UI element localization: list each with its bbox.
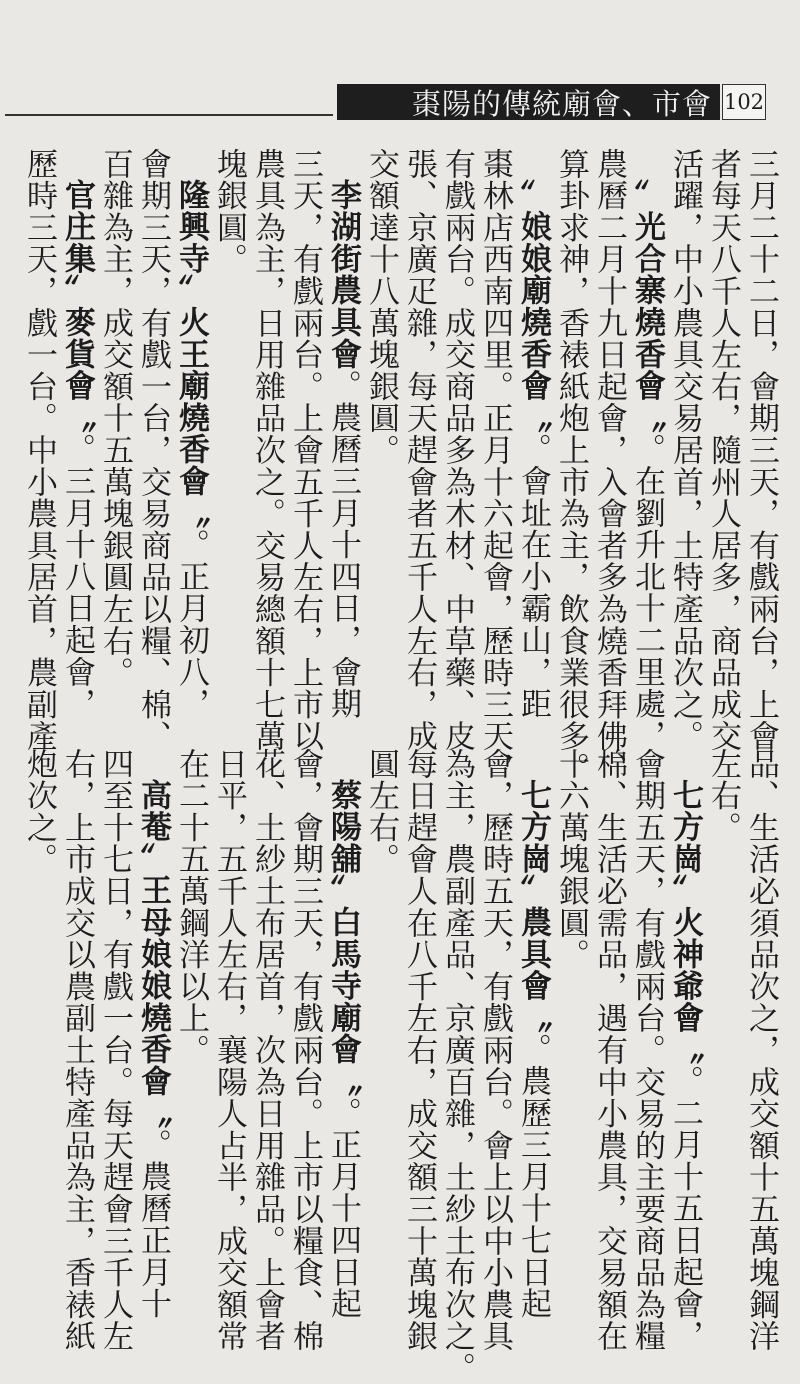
body-text: 農具為主，日用雜品次之。交易總額十七萬 (249, 148, 285, 753)
text-column (96, 148, 134, 708)
text-column (742, 748, 780, 1353)
text-column (400, 748, 438, 1353)
body-text: 四至十七日，有戲一台。每天趕會三千人左 (97, 748, 133, 1353)
text-column (58, 148, 96, 720)
text-column (20, 748, 58, 1288)
body-text: 者每天八千人左右，隨州人居多，商品成交 (705, 148, 741, 753)
fair-heading: 七方崗〞農具會〝 (515, 779, 551, 1034)
text-column (438, 748, 476, 1384)
text-column (514, 748, 552, 1320)
fair-heading: 高菴〞王母娘娘燒香會〝 (135, 779, 171, 1129)
text-column (362, 148, 400, 708)
text-column (96, 748, 134, 1353)
body-text: 炮次之。 (21, 748, 57, 876)
text-column (666, 148, 704, 753)
fair-heading: 隆興寺〞火王廟燒香會〝 (173, 179, 209, 529)
body-text: 花、土紗土布居首，次為日用雜品。上會者 (249, 748, 285, 1353)
body-text: 。正月初八， (173, 528, 209, 720)
body-text: 百雜為主，成交額十五萬塊銀圓左右。 (97, 148, 133, 689)
text-column (628, 148, 666, 752)
body-text: 三天，有戲兩台。上會五千人左右，上市以 (287, 148, 323, 753)
text-column (438, 148, 476, 753)
text-column (324, 148, 362, 720)
body-text: 有戲兩台。成交商品多為木材、中草藥、皮 (439, 148, 475, 753)
body-text: 。正月十四日起 (325, 1097, 361, 1320)
text-column (20, 148, 58, 753)
header-rule (5, 114, 333, 116)
text-column (286, 748, 324, 1353)
body-text: 算卦求神，香裱紙炮上市為主，飲食業很多。 (553, 148, 589, 784)
fair-heading: 〞光合寨燒香會〝 (629, 179, 665, 434)
text-block-top (21, 148, 780, 784)
body-text: 會期三天，有戲一台，交易商品以糧、棉、 (135, 148, 171, 753)
body-text: 。在劉升北十二里處， (629, 433, 665, 752)
body-text: 。二月十五日起會， (667, 1065, 703, 1352)
body-text: 會期五天，有戲兩台。交易的主要商品為糧 (629, 748, 665, 1353)
fair-heading: 李湖街農具會 (325, 179, 361, 370)
text-column (552, 148, 590, 784)
body-text: 歷時三天，戲一台。中小農具居首，農副產 (21, 148, 57, 753)
body-text: 交額達十八萬塊銀圓。 (363, 148, 399, 466)
text-column (742, 148, 780, 753)
text-column (400, 148, 438, 753)
text-column (552, 748, 590, 1288)
running-header-title: 棗陽的傳統廟會、市會 (411, 86, 712, 121)
running-header (337, 84, 720, 120)
body-text: 。會址在小霸山，距 (515, 433, 551, 720)
body-text: 張、京廣疋雜，每天趕會者五千人左右，成 (401, 148, 437, 753)
text-column (134, 148, 172, 753)
fair-heading: 官庄集〞麥貨會〝 (59, 179, 95, 434)
body-text: 十六萬塊銀圓。 (553, 748, 589, 971)
fair-heading: 〞娘娘廟燒香會〝 (515, 179, 551, 434)
body-text: 會，歷時五天，有戲兩台。會上以中小農具 (477, 748, 513, 1353)
text-column (476, 748, 514, 1353)
fair-heading: 蔡陽舖〞白馬寺廟會〝 (325, 779, 361, 1097)
body-text: 左右。 (705, 748, 741, 844)
text-column (476, 148, 514, 784)
body-text: 棉、生活必需品，遇有中小農具，交易額在 (591, 748, 627, 1353)
text-block-bottom (21, 748, 780, 1384)
text-column (172, 748, 210, 1288)
text-column (704, 148, 742, 753)
text-column (134, 748, 172, 1320)
body-text: 活躍，中小農具交易居首，土特產品次之。 (667, 148, 703, 753)
text-column (628, 748, 666, 1353)
text-column (210, 748, 248, 1353)
body-text: 右，上市成交以農副土特產品為主，香裱紙 (59, 748, 95, 1353)
page-number-box (722, 84, 766, 120)
body-text: 圓左右。 (363, 748, 399, 876)
body-text: 。農歷三月十七日起 (515, 1033, 551, 1320)
text-column (590, 148, 628, 784)
body-text: 棗林店西南四里。正月十六起會，歷時三天， (477, 148, 513, 784)
body-text: 。農曆正月十 (135, 1128, 171, 1320)
body-text: 塊銀圓。 (211, 148, 247, 276)
text-column (514, 148, 552, 720)
text-column (666, 748, 704, 1352)
text-column (362, 748, 400, 1288)
body-text: 三月二十二日，會期三天，有戲兩台，上會 (743, 148, 779, 753)
body-text: 日平，五千人左右，襄陽人占半，成交額常 (211, 748, 247, 1353)
body-text: 品、生活必須品次之，成交額十五萬塊鋼洋 (743, 748, 779, 1353)
body-text: 。農曆三月十四日，會期 (325, 369, 361, 720)
text-column (248, 148, 286, 753)
body-text: 農曆二月十九日起會，入會者多為燒香拜佛、 (591, 148, 627, 784)
body-text: 每日趕會人在八千左右，成交額三十萬塊銀 (401, 748, 437, 1353)
text-column (58, 748, 96, 1353)
text-column (286, 148, 324, 753)
fair-heading: 七方崗〞火神爺會〝 (667, 779, 703, 1066)
text-column (324, 748, 362, 1320)
text-column (704, 748, 742, 1288)
page-number: 102 (723, 90, 765, 114)
text-column (248, 748, 286, 1353)
text-column (172, 148, 210, 720)
body-text: 。三月十八日起會， (59, 433, 95, 720)
text-column (590, 748, 628, 1353)
body-text: 為主，農副產品、京廣百雜，土紗土布次之。 (439, 748, 475, 1384)
body-text: 在二十五萬鋼洋以上。 (173, 748, 209, 1066)
body-text: 會，會期三天，有戲兩台。上市以糧食、棉 (287, 748, 323, 1353)
text-column (210, 148, 248, 708)
